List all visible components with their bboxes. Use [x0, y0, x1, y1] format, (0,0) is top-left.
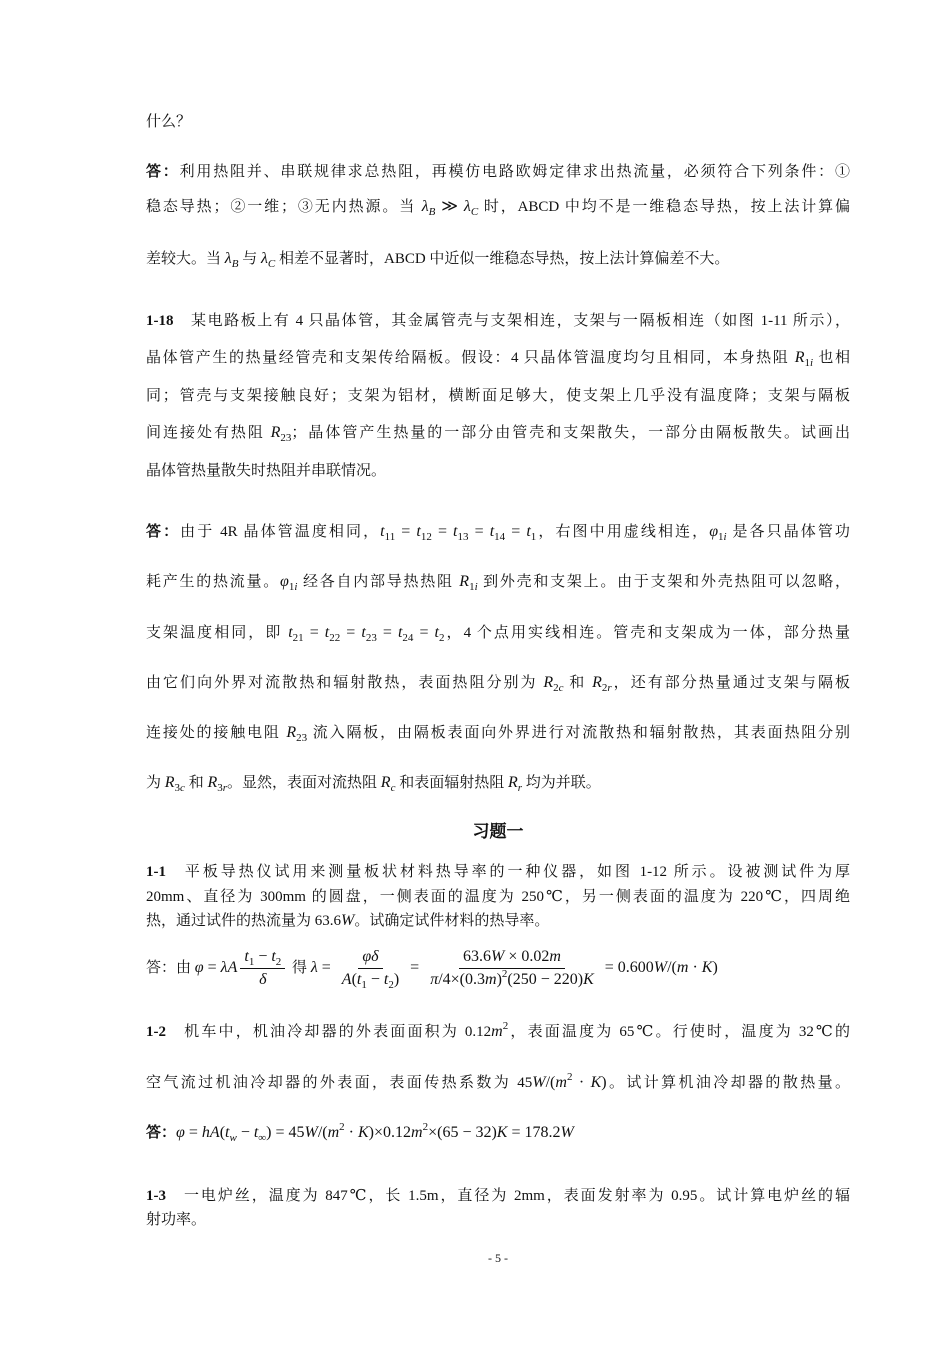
text-line	[146, 861, 850, 883]
text-run: 空气流过机油冷却器的外表面，表面传热系数为 45	[146, 1075, 533, 1091]
math-variable: t	[324, 624, 330, 641]
math-variable: R	[286, 724, 297, 741]
math-symbol: ≫	[435, 198, 464, 215]
math-variable: t	[380, 523, 385, 540]
text-run: 时，ABCD 中均不是一维稳态导热，按上法计算偏	[478, 199, 850, 215]
math-subscript: 1	[361, 979, 367, 992]
formula-line	[146, 1122, 850, 1144]
formula-line	[146, 944, 850, 992]
math-subscript: 1	[804, 357, 810, 369]
text-run: 答：由	[146, 960, 195, 976]
text-run: 间连接处有热阻	[146, 425, 271, 441]
text-line	[146, 385, 850, 407]
math-subscript: 14	[494, 531, 506, 543]
page-number: - 5 -	[488, 1251, 508, 1265]
math-variable: φ	[194, 959, 204, 976]
math-subscript: 1	[530, 531, 537, 543]
math-symbol: −	[254, 948, 272, 966]
text-run: 和	[563, 675, 593, 691]
math-subscript: ∞	[258, 1132, 267, 1144]
text-run: 到外壳和支架上。由于支架和外壳热阻可以忽略，	[477, 574, 850, 590]
math-symbol: =	[184, 1124, 202, 1141]
text-run: 热，通过试件的热流量为 63.6	[146, 913, 342, 929]
math-variable: m	[549, 948, 561, 966]
text-run: 晶体管热量散失时热阻并串联情况。	[146, 463, 387, 479]
text-run: 耗产生的热流量。	[146, 574, 281, 590]
math-subscript: C	[267, 258, 276, 270]
math-subscript: i	[809, 357, 814, 369]
text-run: 和表面辐射热阻	[395, 775, 508, 791]
text-line	[146, 161, 850, 183]
text-line	[146, 248, 850, 270]
math-subscript: 23	[296, 732, 308, 744]
math-variable: t	[526, 523, 531, 540]
math-symbol: =	[413, 624, 435, 641]
math-symbol: ×(65 − 32)	[428, 1124, 497, 1141]
math-subscript: r	[517, 782, 523, 794]
math-symbol: )	[393, 971, 400, 989]
math-subscript: 2	[275, 956, 282, 969]
text-line	[146, 722, 850, 744]
math-subscript: 2	[438, 632, 445, 644]
text-line	[146, 422, 850, 444]
math-variable: R	[507, 774, 518, 791]
text-run: 连接处的接触电阻	[146, 725, 287, 741]
math-variable: m	[676, 959, 689, 976]
text-run: 均为并联。	[522, 775, 601, 791]
math-variable: t	[397, 624, 403, 641]
text-run: 。显然，表面对流热阻	[227, 775, 381, 791]
math-variable: K	[583, 971, 594, 989]
math-variable: R	[207, 774, 218, 791]
math-symbol: /(	[667, 959, 677, 976]
text-run: 。试确定试件材料的热导率。	[354, 913, 550, 929]
math-symbol: =	[303, 624, 325, 641]
math-subscript: i	[723, 531, 727, 543]
text-run: ，右图中用虚线相连，	[536, 524, 710, 540]
math-symbol: /(	[317, 1124, 328, 1141]
math-subscript: 22	[329, 632, 341, 644]
math-variable: R	[459, 573, 470, 590]
math-symbol: ·	[572, 1074, 591, 1091]
text-run: 是各只晶体管功	[726, 524, 850, 540]
math-variable: π	[430, 971, 439, 989]
math-subscript: w	[229, 1132, 237, 1144]
math-variable: t	[489, 523, 495, 540]
math-variable: W	[304, 1124, 318, 1141]
fraction-denominator	[255, 969, 270, 991]
bold-label: 答：	[146, 164, 180, 180]
math-subscript: B	[428, 206, 436, 218]
text-run: 与	[238, 251, 261, 267]
fraction-denominator	[426, 969, 598, 991]
text-line	[146, 910, 850, 932]
text-line	[146, 571, 850, 593]
math-symbol: )	[712, 959, 718, 976]
math-subscript: c	[180, 782, 185, 794]
math-variable: R	[380, 774, 391, 791]
text-line	[146, 310, 850, 332]
math-variable: φ	[709, 523, 719, 540]
text-run: 。试计算机油冷却器的散热量。	[606, 1075, 850, 1091]
math-variable: t	[225, 1124, 230, 1141]
math-variable: W	[653, 959, 668, 976]
text-run: 经各自内部导热热阻	[297, 574, 460, 590]
math-symbol: = 178.2	[507, 1124, 561, 1141]
text-run: 得	[288, 960, 311, 976]
math-subscript: r	[607, 682, 612, 694]
text-run: 什么？	[146, 114, 192, 130]
math-variable: t	[416, 523, 421, 540]
math-variable: λ	[463, 198, 471, 215]
math-subscript: r	[222, 782, 228, 794]
math-symbol: −	[236, 1124, 254, 1141]
fraction-denominator	[338, 969, 403, 991]
text-line	[146, 111, 850, 133]
math-symbol: =	[505, 523, 527, 540]
math-variable: δ	[259, 971, 267, 989]
math-subscript: 1	[288, 581, 295, 593]
text-line	[146, 347, 850, 369]
text-run: 同；管壳与支架接触良好；支架为铝材，横断面足够大，使支架上几乎没有温度降；支架与隔板	[146, 388, 850, 404]
math-symbol: )	[601, 1074, 607, 1091]
text-line	[146, 1072, 850, 1094]
math-variable: λ	[224, 250, 232, 267]
math-variable: m	[491, 1023, 503, 1040]
text-run: 也相	[813, 350, 850, 366]
math-variable: W	[341, 912, 355, 929]
problem-number: 1-2	[146, 1024, 166, 1040]
math-symbol: (	[219, 1124, 226, 1141]
text-run: 流入隔板，由隔板表面向外界进行对流散热和辐射散热，其表面热阻分别	[307, 725, 850, 741]
math-subscript: i	[474, 581, 478, 593]
math-subscript: 1	[469, 581, 475, 593]
math-variable: W	[491, 948, 505, 966]
bold-label: 答：	[146, 1125, 177, 1141]
math-variable: W	[532, 1074, 546, 1091]
math-variable: φ	[176, 1124, 185, 1141]
text-line	[146, 196, 850, 218]
text-line	[146, 521, 850, 543]
math-variable: φδ	[362, 948, 379, 966]
fraction-numerator	[240, 946, 285, 969]
text-run: 一电炉丝，温度为 847℃，长 1.5m，直径为 2mm，表面发射率为 0.95。试计算电炉丝的辐	[182, 1188, 850, 1204]
fraction-numerator	[459, 946, 565, 969]
math-subscript: 3	[217, 782, 223, 794]
text-run: 和	[184, 775, 208, 791]
math-symbol: (	[351, 971, 357, 989]
text-line	[146, 672, 850, 694]
math-variable: t	[356, 971, 362, 989]
math-variable: t	[361, 624, 366, 641]
text-line	[146, 622, 850, 644]
math-symbol: )	[496, 971, 502, 989]
math-symbol: /4×(0.3	[438, 971, 485, 989]
math-variable: R	[794, 349, 805, 366]
math-subscript: c	[558, 682, 564, 694]
text-line	[146, 1209, 850, 1231]
math-subscript: 24	[402, 632, 414, 644]
math-symbol: =	[340, 624, 362, 641]
math-subscript: 13	[457, 531, 469, 543]
math-variable: R	[543, 674, 554, 691]
text-run: 射功率。	[146, 1212, 207, 1228]
math-symbol: =	[406, 959, 424, 976]
math-symbol: =	[376, 624, 398, 641]
math-symbol: −	[366, 971, 384, 989]
math-variable: hA	[201, 1124, 220, 1141]
text-run: 为	[146, 775, 165, 791]
math-variable: K	[496, 1124, 508, 1141]
math-superscript: 2	[339, 1121, 345, 1133]
fraction-numerator	[358, 946, 382, 969]
math-variable: K	[701, 959, 713, 976]
math-variable: λ	[310, 959, 318, 976]
math-subscript: 23	[280, 432, 292, 444]
math-symbol: (250 − 220)	[507, 971, 584, 989]
text-run: 由于 4R 晶体管温度相同，	[180, 524, 381, 540]
text-run: 某电路板上有 4 只晶体管，其金属管壳与支架相连，支架与一隔板相连（如图 1-11 所示），	[189, 313, 850, 329]
math-variable: t	[244, 948, 249, 966]
text-run: ；晶体管产生热量的一部分由管壳和支架散失，一部分由隔板散失。试画出	[291, 425, 850, 441]
math-variable: t	[453, 523, 458, 540]
math-symbol: 63.6	[463, 948, 491, 966]
problem-number: 1-3	[146, 1188, 166, 1204]
text-run: 由它们向外界对流散热和辐射散热，表面热阻分别为	[146, 675, 544, 691]
text-run: ，还有部分热量通过支架与隔板	[611, 675, 850, 691]
math-variable: m	[411, 1124, 423, 1141]
problem-number: 1-18	[146, 313, 174, 329]
text-line	[146, 460, 850, 482]
math-subscript: C	[470, 206, 479, 218]
text-run: 利用热阻并、串联规律求总热阻，再模仿电路欧姆定律求出热流量，必须符合下列条件：①	[179, 164, 850, 180]
math-variable: t	[271, 948, 276, 966]
math-variable: λA	[220, 959, 238, 976]
math-symbol: =	[468, 523, 490, 540]
math-superscript: 2	[566, 1071, 573, 1083]
math-subscript: 2	[388, 979, 394, 992]
math-symbol: )×0.12	[368, 1124, 412, 1141]
math-symbol: ·	[344, 1124, 358, 1141]
math-variable: φ	[280, 573, 289, 590]
math-subscript: 1	[718, 531, 724, 543]
math-variable: K	[358, 1124, 369, 1141]
text-run: 机车中，机油冷却器的外表面面积为 0.12	[182, 1024, 492, 1040]
math-superscript: 2	[501, 968, 508, 981]
math-symbol: =	[203, 959, 221, 976]
math-variable: t	[383, 971, 389, 989]
math-subscript: 2	[601, 682, 608, 694]
math-symbol: /(	[545, 1074, 556, 1091]
math-symbol: ·	[688, 959, 702, 976]
text-line	[146, 886, 850, 908]
math-symbol: ) = 45	[266, 1124, 305, 1141]
text-run: 差较大。当	[146, 251, 225, 267]
math-variable: W	[560, 1124, 574, 1141]
problem-number: 1-1	[146, 864, 166, 880]
math-variable: t	[253, 1124, 259, 1141]
math-subscript: 12	[420, 531, 432, 543]
math-symbol: × 0.02	[504, 948, 550, 966]
math-symbol: = 0.600	[600, 959, 654, 976]
text-run: 稳态导热；②一维；③无内热源。当	[146, 199, 422, 215]
math-subscript: 2	[553, 682, 559, 694]
math-superscript: 2	[502, 1020, 509, 1032]
math-subscript: 11	[384, 531, 396, 543]
math-variable: λ	[260, 250, 268, 267]
text-run: ，表面温度为 65℃。行使时，温度为 32℃的	[508, 1024, 850, 1040]
math-symbol: =	[431, 523, 454, 540]
text-line	[146, 772, 850, 794]
math-variable: m	[327, 1124, 340, 1141]
math-subscript: 3	[174, 782, 181, 794]
text-line	[146, 1185, 850, 1207]
text-run: 平板导热仪试用来测量板状材料热导率的一种仪器，如图 1-12 所示。设被测试件为厚	[182, 864, 850, 880]
math-symbol: =	[395, 523, 417, 540]
math-variable: A	[341, 971, 352, 989]
math-variable: t	[288, 624, 293, 641]
math-symbol: =	[317, 959, 335, 976]
bold-label: 答：	[146, 524, 181, 540]
fraction	[240, 946, 285, 991]
math-variable: t	[434, 624, 439, 641]
math-subscript: B	[231, 258, 239, 270]
math-subscript: 1	[248, 956, 255, 969]
text-run: 支架温度相同，即	[146, 625, 289, 641]
math-subscript: 23	[365, 632, 377, 644]
math-variable: m	[485, 971, 497, 989]
math-variable: R	[592, 674, 602, 691]
math-variable: K	[590, 1074, 602, 1091]
text-run: ，4 个点用实线相连。管壳和支架成为一体，部分热量	[444, 625, 850, 641]
fraction	[338, 946, 403, 991]
math-subscript: c	[390, 782, 396, 794]
math-subscript: i	[294, 581, 298, 593]
text-line	[146, 1021, 850, 1043]
math-subscript: 21	[292, 632, 304, 644]
text-run: 相差不显著时，ABCD 中近似一维稳态导热，按上法计算偏差不大。	[275, 251, 730, 267]
section-heading: 习题一	[472, 822, 524, 842]
math-variable: m	[555, 1074, 567, 1091]
text-run: 晶体管产生的热量经管壳和支架传给隔板。假设：4 只晶体管温度均匀且相同，本身热阻	[146, 350, 795, 366]
math-variable: R	[164, 774, 175, 791]
text-run: 20mm、直径为 300mm 的圆盘，一侧表面的温度为 250℃，另一侧表面的温度为 220℃，四周绝	[146, 889, 850, 905]
math-variable: λ	[421, 198, 429, 215]
math-superscript: 2	[422, 1121, 429, 1133]
fraction	[426, 946, 598, 991]
math-variable: R	[270, 424, 281, 441]
